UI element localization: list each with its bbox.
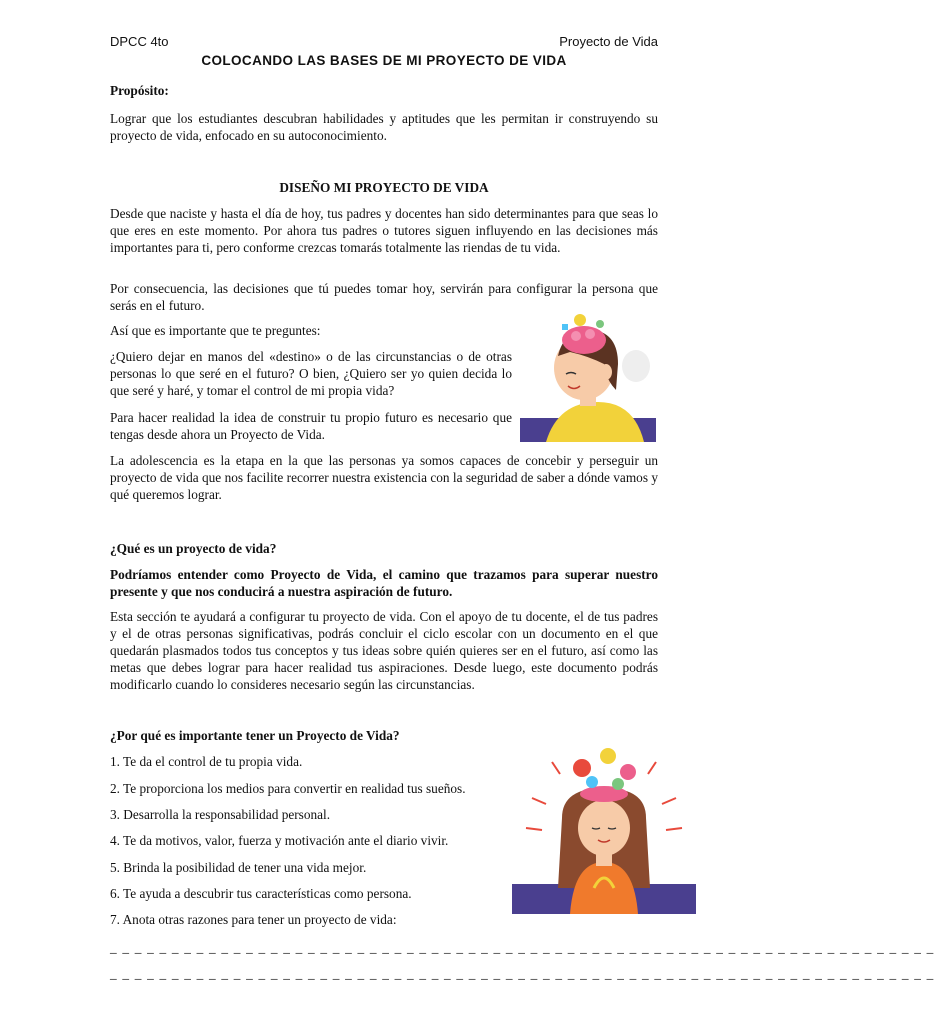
list-item: 6. Te ayuda a descubrir tus características como persona. <box>110 886 412 901</box>
list-item: 5. Brinda la posibilidad de tener una vida mejor. <box>110 860 367 875</box>
why-heading: ¿Por qué es importante tener un Proyecto de Vida? <box>110 728 400 743</box>
list-item: 1. Te da el control de tu propia vida. <box>110 754 303 769</box>
design-paragraph-6: La adolescencia es la etapa en la que las personas ya somos capaces de concebir y perseguir un proyecto de vida que nos facilite recorrer nuestra existencia con la seguridad de saber a dónde vamos y qué queremos lograr. <box>110 453 658 502</box>
boy-brain-illustration <box>518 306 660 444</box>
girl-flowers-illustration <box>512 738 696 914</box>
answer-line-2[interactable]: _ _ _ _ _ _ _ _ _ _ _ _ _ _ _ _ _ _ _ _ _ _ _ _ _ _ _ _ _ _ _ _ _ _ _ _ _ _ _ _ _ _ _ _ _ _ _ _ _ _ _ _ _ _ _ _ _ _ _ _ _ _ _ _ _ _ _ <box>110 966 934 981</box>
what-heading: ¿Qué es un proyecto de vida? <box>110 541 277 556</box>
design-heading: DISEÑO MI PROYECTO DE VIDA <box>279 180 489 195</box>
design-paragraph-5: Para hacer realidad la idea de construir tu propio futuro es necesario que tengas desde ahora un Proyecto de Vida. <box>110 410 512 442</box>
list-item: 2. Te proporciona los medios para convertir en realidad tus sueños. <box>110 781 466 796</box>
header-course: DPCC 4to <box>110 34 169 49</box>
list-item: 3. Desarrolla la responsabilidad personal. <box>110 807 331 822</box>
header-subject: Proyecto de Vida <box>559 34 658 49</box>
page-title: COLOCANDO LAS BASES DE MI PROYECTO DE VIDA <box>201 53 567 68</box>
design-paragraph-2: Por consecuencia, las decisiones que tú puedes tomar hoy, servirán para configurar la persona que serás en el futuro. <box>110 281 658 313</box>
what-definition: Podríamos entender como Proyecto de Vida, el camino que trazamos para superar nuestro presente y que nos conducirá a nuestra aspiración de futuro. <box>110 567 658 599</box>
answer-line-1[interactable]: _ _ _ _ _ _ _ _ _ _ _ _ _ _ _ _ _ _ _ _ _ _ _ _ _ _ _ _ _ _ _ _ _ _ _ _ _ _ _ _ _ _ _ _ _ _ _ _ _ _ _ _ _ _ _ _ _ _ _ _ _ _ _ _ _ _ _ <box>110 940 934 955</box>
design-paragraph-1: Desde que naciste y hasta el día de hoy, tus padres y docentes han sido determinantes para que seas lo que eres en este momento. Por ahora tus padres o tutores siguen influyendo en las decisiones más importantes para ti, pero conforme crezcas tomarás totalmente las riendas de tu vida. <box>110 206 658 255</box>
design-paragraph-4: ¿Quiero dejar en manos del «destino» o de las circunstancias o de otras personas lo que seré en el futuro? O bien, ¿Quiero ser yo quien decida lo que seré y haré, y tomar el control de mi propia vida? <box>110 349 512 398</box>
what-text: Esta sección te ayudará a configurar tu proyecto de vida. Con el apoyo de tu docente, el de tus padres y el de otras personas significativas, podrás concluir el ciclo escolar con un documento en el que quedarán plasmados todos tus conceptos y tus ideas sobre quién quieres ser en el futuro, así como las metas que debes lograr para hacer realidad tus aspiraciones. Desde luego, este documento podrás modificarlo cuando lo consideres necesario según las circunstancias. <box>110 609 658 692</box>
list-item: 7. Anota otras razones para tener un proyecto de vida: <box>110 912 397 927</box>
list-item: 4. Te da motivos, valor, fuerza y motivación ante el diario vivir. <box>110 833 449 848</box>
purpose-heading: Propósito: <box>110 83 169 98</box>
purpose-text: Lograr que los estudiantes descubran habilidades y aptitudes que les permitan ir construyendo su proyecto de vida, enfocado en su autoconocimiento. <box>110 111 658 143</box>
design-paragraph-3: Así que es importante que te preguntes: <box>110 323 321 338</box>
